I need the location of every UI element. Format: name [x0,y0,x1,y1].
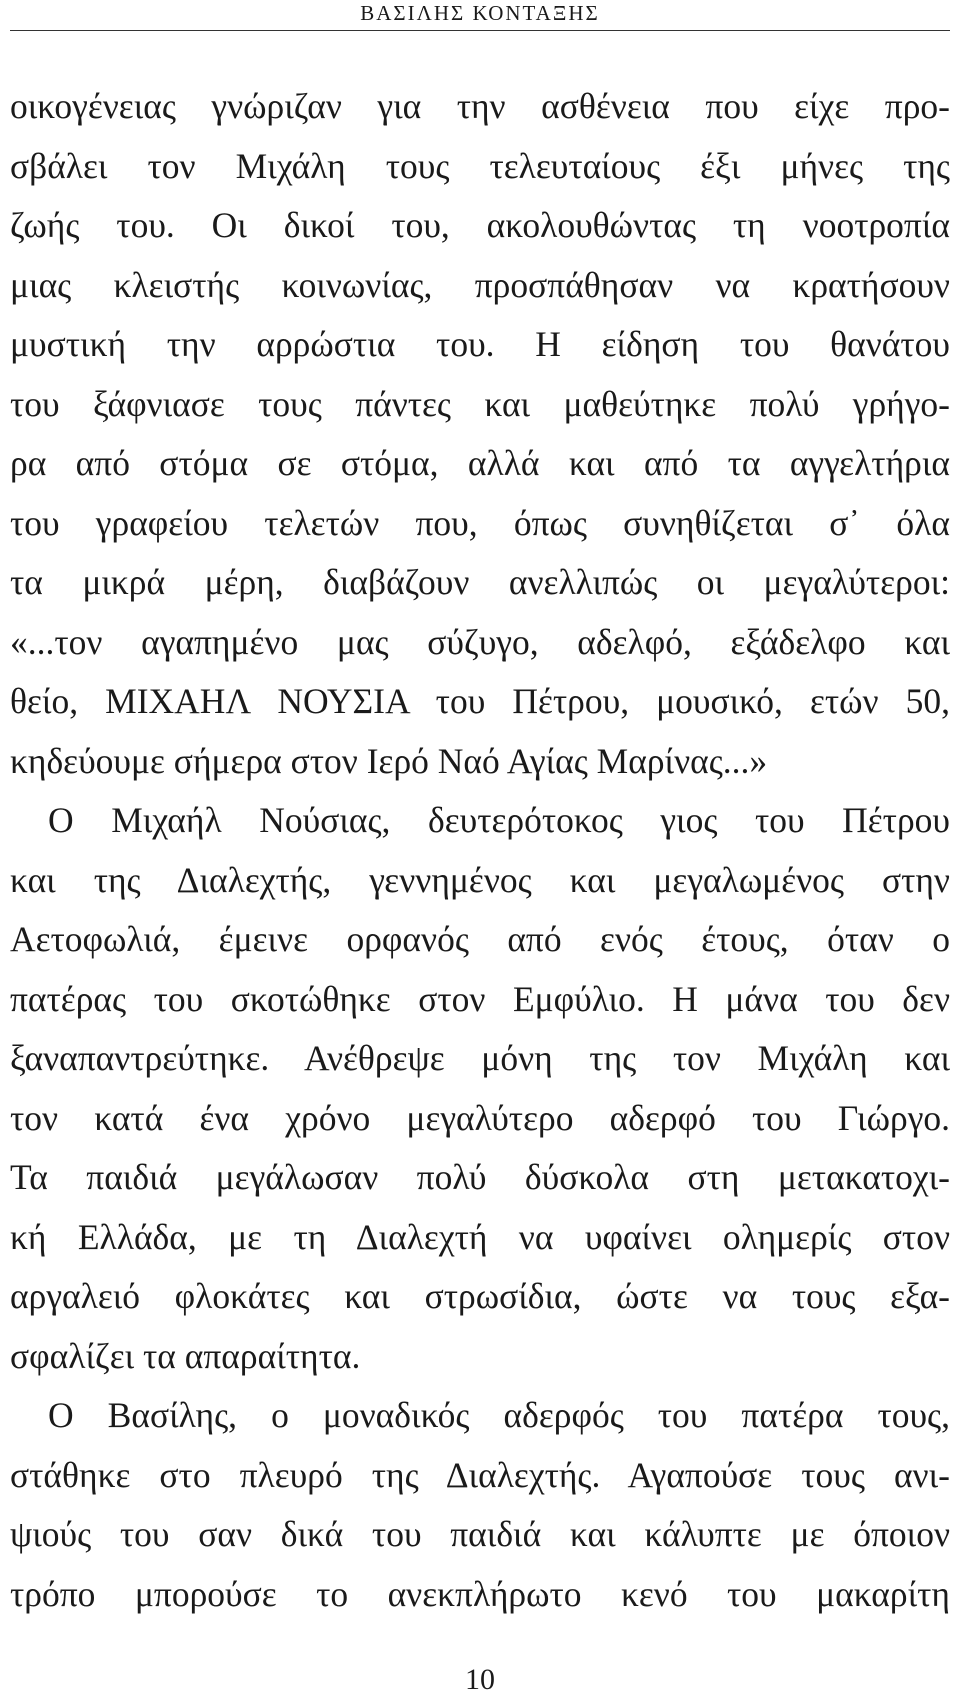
text-line: ψιούς του σαν δικά του παιδιά και κάλυπτε με όποιον [10,1514,950,1554]
text-line: τρόπο μπορούσε το ανεκπλήρωτο κενό του μακαρίτη [10,1573,950,1614]
page-number: 10 [465,1663,495,1696]
text-line: σβάλει τον Μιχάλη τους τελευταίους έξι μήνες της [10,145,950,186]
running-head: ΒΑΣΙΛΗΣ ΚΟΝΤΑΞΗΣ [360,1,600,25]
text-line: κηδεύουμε σήμερα στον Ιερό Ναό Αγίας Μαρίνας...» [10,740,768,781]
text-line: αργαλειό φλοκάτες και στρωσίδια, ώστε να τους εξα- [10,1276,950,1316]
text-line: «...τον αγαπημένο μας σύζυγο, αδελφό, εξάδελφο και [10,621,950,662]
text-line: θείο, ΜΙΧΑΗΛ ΝΟΥΣΙΑ του Πέτρου, μουσικό, ετών 50, [10,681,950,721]
text-line: Αετοφωλιά, έμεινε ορφανός από ενός έτους, όταν ο [10,919,950,959]
text-line: μυστική την αρρώστια του. Η είδηση του θανάτου [10,324,950,364]
text-line: Ο Μιχαήλ Νούσιας, δευτερότοκος γιος του Πέτρου [48,800,950,840]
text-line: πατέρας του σκοτώθηκε στον Εμφύλιο. Η μάνα του δεν [10,978,950,1019]
header-rule [10,30,950,31]
text-line: τα μικρά μέρη, διαβάζουν ανελλιπώς οι μεγαλύτεροι: [10,562,950,602]
text-line: ζωής του. Οι δικοί του, ακολουθώντας τη νοοτροπία [10,205,950,245]
text-line: οικογένειας γνώριζαν για την ασθένεια που είχε προ- [10,86,950,126]
text-line: μιας κλειστής κοινωνίας, προσπάθησαν να κρατήσουν [10,264,950,305]
text-line: Τα παιδιά μεγάλωσαν πολύ δύσκολα στη μετακατοχι- [10,1157,950,1197]
text-line: σφαλίζει τα απαραίτητα. [10,1335,361,1376]
text-line: ρα από στόμα σε στόμα, αλλά και από τα αγγελτήρια [10,443,950,483]
text-line: του γραφείου τελετών που, όπως συνηθίζεται σ᾽ όλα [10,502,950,543]
text-line: ξαναπαντρεύτηκε. Ανέθρεψε μόνη της τον Μιχάλη και [10,1038,950,1078]
text-line: και της Διαλεχτής, γεννημένος και μεγαλωμένος στην [10,859,950,900]
body-text [10,77,950,1624]
text-line: του ξάφνιασε τους πάντες και μαθεύτηκε πολύ γρήγο- [10,383,950,424]
text-line: Ο Βασίλης, ο μοναδικός αδερφός του πατέρα τους, [48,1395,950,1435]
text-line: κή Ελλάδα, με τη Διαλεχτή να υφαίνει ολημερίς στον [10,1216,950,1257]
text-line: στάθηκε στο πλευρό της Διαλεχτής. Αγαπούσε τους ανι- [10,1454,950,1495]
text-line: τον κατά ένα χρόνο μεγαλύτερο αδερφό του Γιώργο. [10,1097,950,1138]
